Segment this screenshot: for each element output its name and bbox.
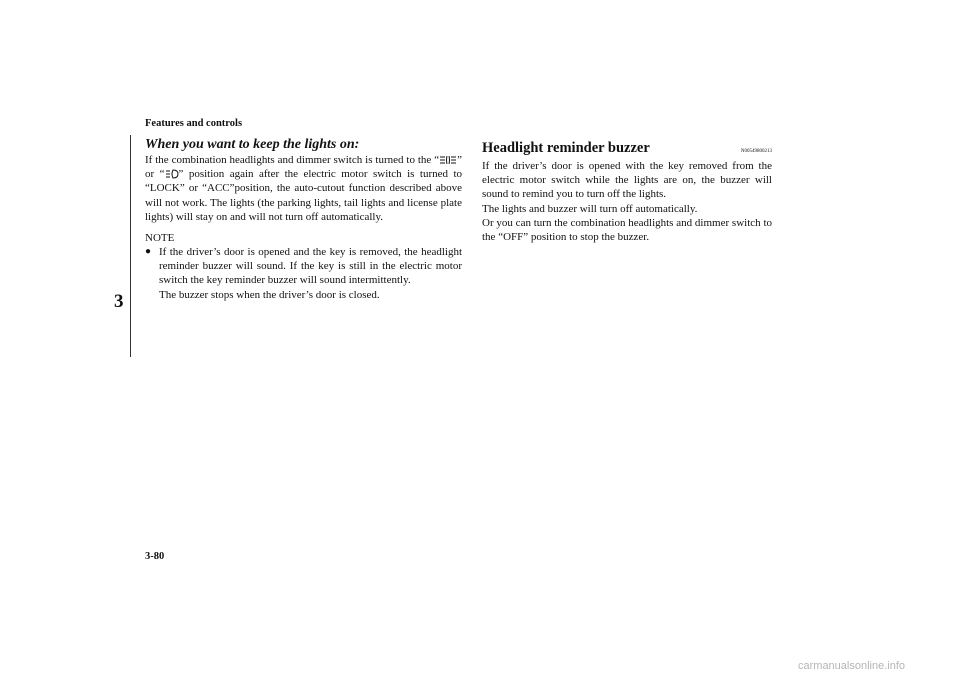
watermark[interactable]: carmanualsonline.info xyxy=(798,660,906,672)
note-paragraph-1: If the driver’s door is opened and the key is removed, the headlight reminder buzzer will sound. If the key is still in the electric motor switch the key reminder buzzer will sound intermittently. xyxy=(159,246,462,287)
chapter-divider-line xyxy=(130,135,131,357)
section-heading-reminder-buzzer: Headlight reminder buzzer xyxy=(482,140,650,156)
parking-lights-icon xyxy=(439,155,457,165)
buzzer-paragraph-2: The lights and buzzer will turn off automatically. xyxy=(482,202,698,215)
headlights-icon xyxy=(165,169,179,179)
section-header: Features and controls xyxy=(145,118,243,129)
subheading-keep-lights-on: When you want to keep the lights on: xyxy=(145,137,360,152)
paragraph-part-2: ” position again after the electric motor switch is turned to “LOCK” or “ACC”position, the auto-cutout function described above will not work. The lights (the parking lights, tail lights and license plate lights) will stay on and will not turn off automatically. xyxy=(145,168,463,223)
chapter-number: 3 xyxy=(114,291,124,312)
paragraph-separator: ” or “ xyxy=(145,154,462,181)
heading-row xyxy=(482,139,772,157)
note-paragraph-2: The buzzer stops when the driver’s door is closed. xyxy=(159,288,380,301)
paragraph-part-1: If the combination headlights and dimmer switch is turned to the “ xyxy=(145,154,440,166)
note-item xyxy=(145,245,462,302)
right-column xyxy=(482,137,772,244)
note-text xyxy=(159,245,462,302)
page-number: 3-80 xyxy=(145,551,165,562)
keep-lights-paragraph xyxy=(145,153,462,224)
left-column xyxy=(145,137,462,302)
buzzer-paragraph-3: Or you can turn the combination headlights and dimmer switch to the “OFF” position to stop the buzzer. xyxy=(482,216,772,244)
reminder-buzzer-body xyxy=(482,159,772,244)
reference-code: N00549800213 xyxy=(740,149,772,154)
note-bullet-icon: ● xyxy=(145,246,152,258)
buzzer-paragraph-1: If the driver’s door is opened with the key removed from the electric motor switch while the lights are on, the buzzer will sound to remind you to turn off the lights. xyxy=(482,160,772,201)
note-label: NOTE xyxy=(145,232,175,245)
